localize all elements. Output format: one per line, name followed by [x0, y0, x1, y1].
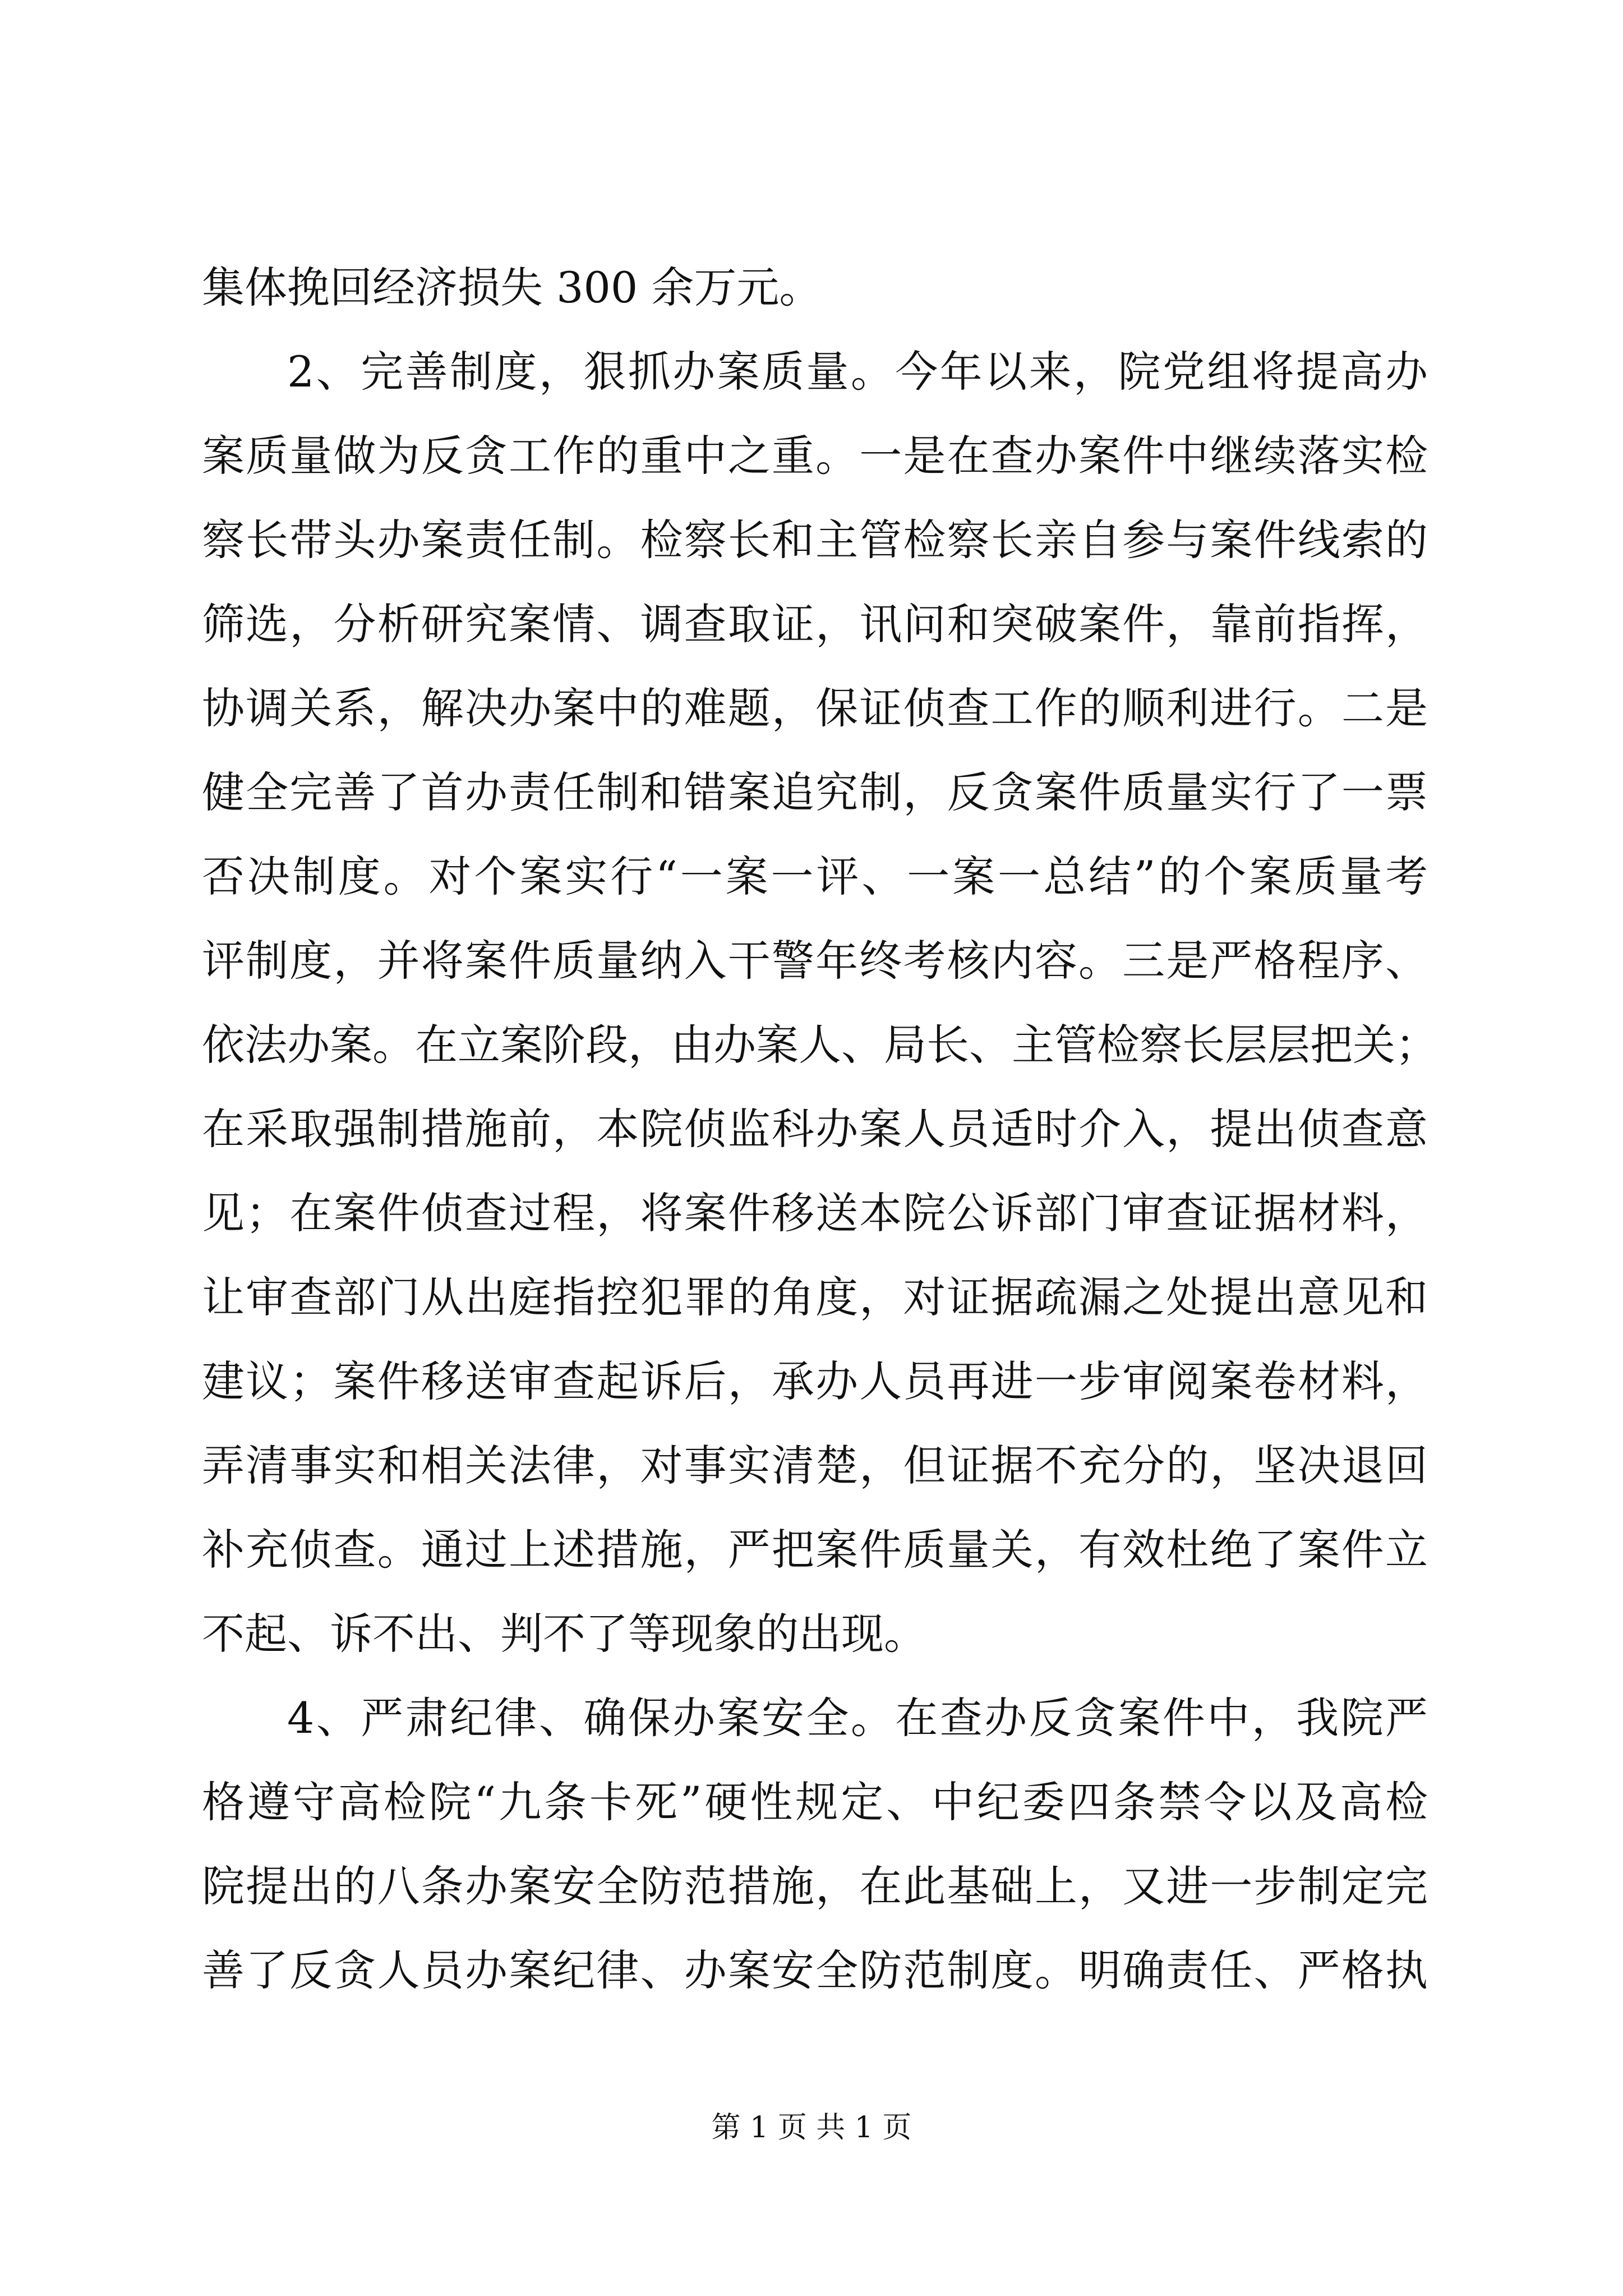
text-line: 案质量做为反贪工作的重中之重。一是在查办案件中继续落实检 — [202, 431, 1428, 481]
text-line: 筛选，分析研究案情、调查取证，讯问和突破案件，靠前指挥， — [202, 599, 1428, 649]
paragraph-start-line: 2、完善制度，狠抓办案质量。今年以来，院党组将提高办 — [287, 347, 1428, 397]
paragraph-start-line: 4、严肃纪律、确保办案安全。在查办反贪案件中，我院严 — [287, 1693, 1428, 1743]
text-line: 建议；案件移送审查起诉后，承办人员再进一步审阅案卷材料， — [202, 1356, 1428, 1406]
text-line: 评制度，并将案件质量纳入干警年终考核内容。三是严格程序、 — [202, 936, 1428, 986]
text-line: 弄清事实和相关法律，对事实清楚，但证据不充分的，坚决退回 — [202, 1441, 1428, 1490]
text-line: 在采取强制措施前，本院侦监科办案人员适时介入，提出侦查意 — [202, 1104, 1428, 1154]
page-number-label: 第 1 页 共 1 页 — [711, 2111, 912, 2145]
text-line: 否决制度。对个案实行“一案一评、一案一总结”的个案质量考 — [202, 852, 1428, 901]
text-line: 健全完善了首办责任制和错案追究制，反贪案件质量实行了一票 — [202, 767, 1428, 817]
page-footer — [0, 2108, 1623, 2147]
text-line: 不起、诉不出、判不了等现象的出现。 — [202, 1609, 926, 1659]
text-line: 院提出的八条办案安全防范措施，在此基础上，又进一步制定完 — [202, 1861, 1428, 1911]
text-line: 善了反贪人员办案纪律、办案安全防范制度。明确责任、严格执 — [202, 1945, 1428, 1995]
text-line: 让审查部门从出庭指控犯罪的角度，对证据疏漏之处提出意见和 — [202, 1272, 1428, 1322]
text-line: 集体挽回经济损失 300 余万元。 — [202, 263, 822, 312]
text-line: 依法办案。在立案阶段，由办案人、局长、主管检察长层层把关； — [202, 1020, 1438, 1070]
body-text — [202, 246, 1438, 2013]
text-line: 察长带头办案责任制。检察长和主管检察长亲自参与案件线索的 — [202, 515, 1428, 565]
text-line: 见；在案件侦查过程，将案件移送本院公诉部门审查证据材料， — [202, 1188, 1428, 1238]
text-line: 格遵守高检院“九条卡死”硬性规定、中纪委四条禁令以及高检 — [202, 1777, 1428, 1827]
text-line: 补充侦查。通过上述措施，严把案件质量关，有效杜绝了案件立 — [202, 1525, 1428, 1575]
text-line: 协调关系，解决办案中的难题，保证侦查工作的顺利进行。二是 — [202, 683, 1428, 733]
